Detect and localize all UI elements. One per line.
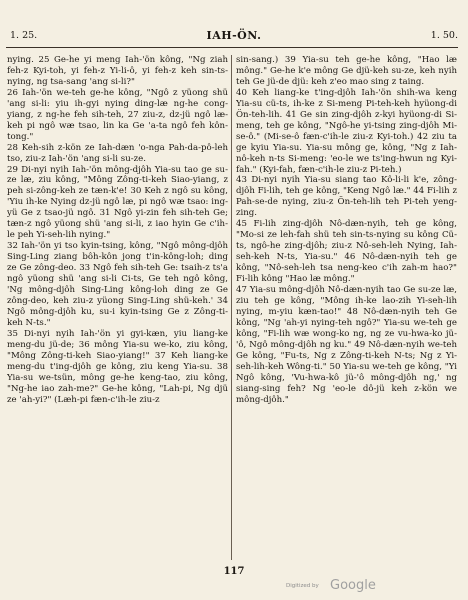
- paragraph: 35 Di-nyi nyih Iah-'ön yi gyi-kæn, yiu liang-ke meng-du jü-de; 36 mông Yia-su we-ko, ziu kông, "Mông Zông-ti-keh Siao-yiang!" 37 Keh liang-ke meng-du t'ing-djôh ge kông, ziu keng Yia-su. 38 Yia-su we-tsün, mông ge-he keng-tao, ziu kông, "Ng-he iao zah-me?" Ge-he kông, "Lah-pi, Ng djü ze 'ah-yi?" (Læh-pi fæn-c'ih-le ziu-z: [7, 328, 228, 405]
- paragraph: 40 Keh liang-ke t'ing-djôh Iah-'ön shih-wa keng Yia-su cü-ts, ih-ke z Si-meng Pi-teh-keh hyüong-di Ön-teh-lih. 41 Ge sin zing-djôh z-kyi hyüong-di Si-meng, teh ge kông, "Ngô-he yi-tsing zing-djôh Mi-se-ô." (Mi-se-ô fæn-c'ih-le ziu-z Kyi-toh.) 42 ziu ta ge kyiu Yia-su. Yia-su mông ge, kông, "Ng z Iah-nô-keh n-ts Si-meng: 'eo-le we ts'ing-hwun ng Kyi-fah." (Kyi-fah, fæn-c'ih-le ziu-z Pi-teh.): [236, 87, 457, 175]
- google-logo: Google: [330, 578, 376, 593]
- column-divider: [231, 55, 232, 560]
- paragraph: sin-sang.) 39 Yia-su teh ge-he kông, "Hao læ mông." Ge-he k'e mông Ge djü-keh su-ze, keh nyih teh Ge jü-de djü: keh z'eo mao sing z taing.: [236, 55, 457, 87]
- running-header: [10, 30, 458, 46]
- paragraph: 26 Iah-'ön we-teh ge-he kông, "Ngô z yüong shü 'ang si-li: yiu ih-gyi nying ding-læ ng-he cong-yiang, z ng-he feh sih-teh, 27 ziu-z, dz-jü ngô læ-keh pi ngô wæ tsao, lin ka Ge 'a-ta ngô feh kôn-tong.": [7, 87, 228, 142]
- page-number: 117: [223, 566, 245, 577]
- digitization-watermark: [286, 578, 406, 596]
- paragraph: 28 Keh-sih z-kön ze Iah-dæn 'o-nga Pah-da-pô-leh tso, ziu-z Iah-'ön 'ang si-li su-ze.: [7, 142, 228, 164]
- left-column: [7, 55, 228, 565]
- chapter-verse-start: 1. 25.: [10, 30, 38, 41]
- paragraph: 45 Fi-lih zing-djôh Nô-dæn-nyih, teh ge kông, "Mo-si ze leh-fah shü teh sin-ts-nying su kông Cü-ts, ngô-he zing-djôh; ziu-z Nô-seh-leh Nying, Iah-seh-keh N-ts, Yia-su." 46 Nô-dæn-nyih teh ge kông, "Nô-seh-leh tsa neng-keo c'ih zah-m hao?" Fi-lih kông "Hao læ mông.": [236, 219, 457, 285]
- chapter-verse-end: 1. 50.: [430, 30, 458, 41]
- right-column: [236, 55, 457, 565]
- page-title: IAH-ÖN.: [206, 29, 262, 42]
- paragraph: 32 Iah-'ön yi tso kyin-tsing, kông, "Ngô mông-djôh Sing-Ling ziang bôh-kôn jong t'in-kông-loh; ding ze Ge zông-deo. 33 Ngô feh sih-teh Ge: tsaih-z ts'a ngô yüong shü 'ang si-li Ci-ts, Ge teh ngô kông, 'Ng mông-djôh Sing-Ling kông-loh ding ze Ge zông-deo, keh ziu-z yüong Sing-Ling shü-keh.' 34 Ngô mông-djôh ku, su-i kyin-tsing Ge z Zông-ti-keh N-ts.": [7, 241, 228, 328]
- paragraph: 47 Yia-su mông-djôh Nô-dæn-nyih tao Ge su-ze læ, ziu teh ge kông, "Mông ih-ke lao-zih Yi-seh-lih nying, m-yiu kæn-tao!" 48 Nô-dæn-nyih teh Ge kông, "Ng 'ah-yi nying-teh ngô?" Yia-su we-teh ge kông, "Fi-lih wæ wong-ko ng, ng ze vu-hwa-ko jü-'ô, Ngô mông-djôh ng ku." 49 Nô-dæn-nyih we-teh Ge kông, "Fu-ts, Ng z Zông-ti-keh N-ts; Ng z Yi-seh-lih-keh Wông-ti." 50 Yia-su we-teh ge kông, "Yi Ngô kông, 'Vu-hwa-kô jü-'ô mông-djôh ng,' ng siang-sing feh? Ng 'eo-le dô-jü keh z-kön we mông-djôh.": [236, 285, 457, 405]
- digitized-by-label: Digitized by: [286, 583, 319, 589]
- paragraph: 43 Di-nyi nyih Yia-su siang tao Kô-li-li k'e, zông-djôh Fi-lih, teh ge kông, "Keng Ngô læ." 44 Fi-lih z Pah-se-de nying, ziu-z Ön-teh-lih teh Pi-teh yeng-zing.: [236, 175, 457, 219]
- paragraph: 29 Di-nyi nyih Iah-'ön mông-djôh Yia-su tao ge su-ze læ, ziu kông, "Mông Zông-ti-keh Siao-yiang, z peh si-zông-keh ze tæn-k'e! 30 Keh z ngô su kông, 'Yiu ih-ke Nying dz-jü ngô læ, pi ngô wæ tsao: ing-yü Ge z tsao-jü ngô. 31 Ngô yi-zin feh sih-teh Ge; tæn-z ngô yüong shü 'ang si-li, z iao hyin Ge c'ih-le peh Yi-seh-lih nying.": [7, 164, 228, 241]
- header-rule: [6, 47, 458, 48]
- paragraph: nying. 25 Ge-he yi meng Iah-'ön kông, "Ng ziah feh-z Kyi-toh, yi feh-z Yi-li-ô, yi feh-z keh sin-ts-nying, ng tsa-sang 'ang si-li?": [7, 55, 228, 87]
